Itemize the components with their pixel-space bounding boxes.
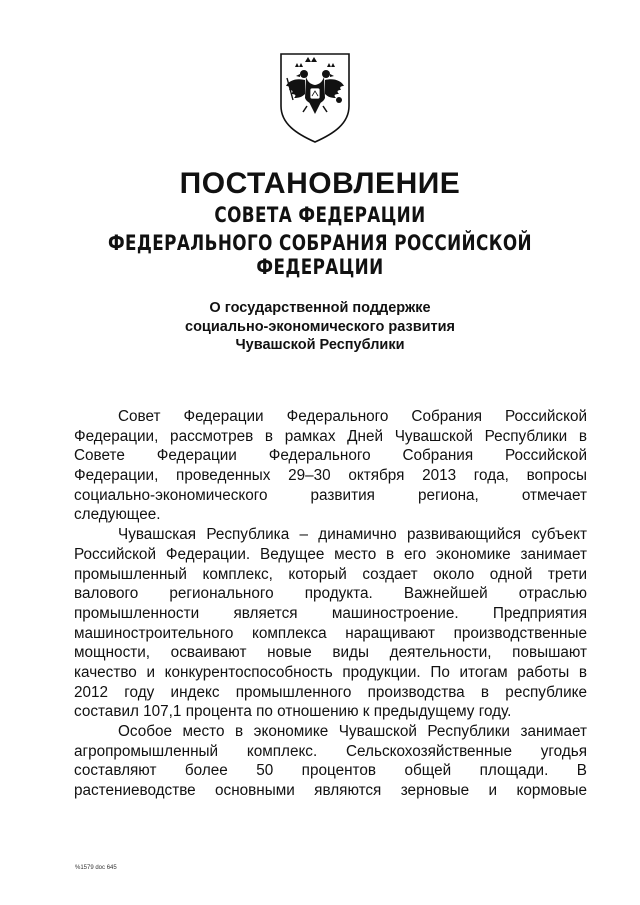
- body-line: промышленности является машиностроение. Предприятия: [74, 604, 587, 622]
- issuing-body-line-1: СОВЕТА ФЕДЕРАЦИИ: [214, 203, 426, 227]
- body-line: Особое место в экономике Чувашской Республики занимает: [118, 723, 587, 740]
- body-line: растениеводстве основными являются зерновые и кормовые: [74, 782, 587, 800]
- body-line: составляют более 50 процентов общей площади. В: [74, 762, 587, 780]
- document-title: ПОСТАНОВЛЕНИЕ: [179, 167, 461, 200]
- body-line: мощности, осваивают новые виды деятельности, повышают: [74, 644, 587, 662]
- body-line: Совете Федерации Федерального Собрания Российской: [74, 447, 587, 465]
- body-line: валового регионального продукта. Важнейшей отраслью: [74, 585, 587, 603]
- body-line: машиностроительного комплекса наращивают производственные: [74, 624, 587, 642]
- subject-line: О государственной поддержке: [209, 300, 431, 316]
- body-line: следующее.: [74, 506, 161, 524]
- subject-line: Чувашской Республики: [235, 337, 405, 353]
- document-subject: [0, 299, 640, 355]
- body-line: промышленный комплекс, который создает около одной трети: [74, 565, 587, 583]
- body-line: составил 107,1 процента по отношению к предыдущему году.: [74, 703, 512, 721]
- document-body: [74, 407, 587, 801]
- coat-of-arms-icon: [277, 50, 353, 146]
- issuing-body-line-2: ФЕДЕРАЛЬНОГО СОБРАНИЯ РОССИЙСКОЙ ФЕДЕРАЦИИ: [107, 231, 533, 279]
- body-line: агропромышленный комплекс. Сельскохозяйственные угодья: [74, 742, 587, 760]
- body-line: Чувашская Республика – динамично развивающийся субъект: [118, 526, 587, 544]
- body-line: Совет Федерации Федерального Собрания Российской: [118, 408, 587, 425]
- body-line: Российской Федерации. Ведущее место в его экономике занимает: [74, 545, 587, 563]
- document-code: %1579 doc 645: [75, 865, 117, 871]
- body-line: качество и конкурентоспособность продукции. По итогам работы в: [74, 663, 587, 681]
- body-line: Федерации, рассмотрев в рамках Дней Чувашской Республики в: [74, 427, 587, 445]
- body-line: 2012 году индекс промышленного производства в республике: [74, 683, 587, 701]
- subject-line: социально-экономического развития: [185, 318, 455, 335]
- body-line: Федерации, проведенных 29–30 октября 2013 года, вопросы: [74, 467, 587, 485]
- body-line: социально-экономического развития региона, отмечает: [74, 486, 587, 504]
